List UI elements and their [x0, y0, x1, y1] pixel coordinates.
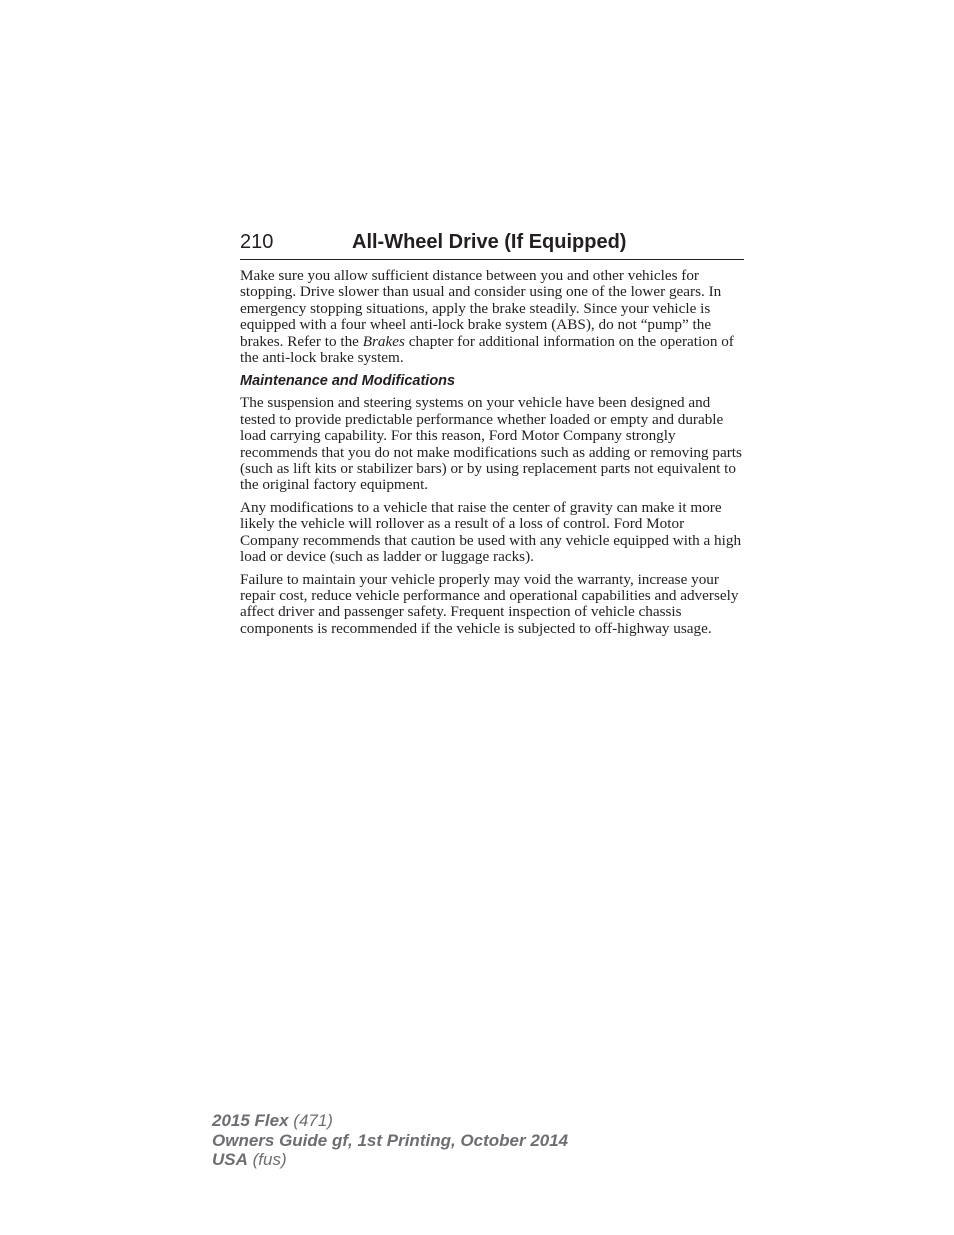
page-footer — [212, 1111, 568, 1170]
page-content — [240, 268, 746, 643]
paragraph-braking-text-b: chapter for additional information on the operation of the anti-lock brake system. — [240, 332, 734, 367]
footer-model-line — [212, 1111, 568, 1131]
paragraph-suspension: The suspension and steering systems on your vehicle have been designed and tested to provide predictable performance whether loaded or empty and durable load carrying capability. For this reason, Ford Motor Company strongly recommends that you do not make modifications such as adding or removing parts (such as lift kits or stabilizer bars) or by using replacement parts not equivalent to the original factory equipment. — [240, 394, 742, 494]
paragraph-braking-text-a: Make sure you allow sufficient distance between you and other vehicles for stopping. Drive slower than usual and consider using one of the lower gears. In emergency stopping situations, apply the brake steadily. Since your vehicle is equipped with a four wheel anti-lock brake system (ABS), do not “pump” the brakes. Refer to the — [240, 267, 722, 350]
footer-printing-line: Owners Guide gf, 1st Printing, October 2014 — [212, 1130, 569, 1150]
paragraph-braking — [240, 268, 746, 366]
page-header — [240, 228, 744, 260]
page-number: 210 — [240, 231, 274, 253]
paragraph-maintenance: Failure to maintain your vehicle properly may void the warranty, increase your repair cost, reduce vehicle performance and operational capabilities and adversely affect driver and passenger safety. Frequent inspection of vehicle chassis components is recommended if the vehicle is subjected to off-highway usage. — [240, 570, 739, 637]
paragraph-modifications: Any modifications to a vehicle that raise the center of gravity can make it more likely the vehicle will rollover as a result of a loss of control. Ford Motor Company recommends that caution be used with any vehicle equipped with a high load or device (such as ladder or luggage racks). — [240, 498, 742, 566]
section-heading-maintenance: Maintenance and Modifications — [240, 373, 456, 390]
footer-market-line — [212, 1150, 568, 1170]
footer-model-code: (471) — [288, 1111, 333, 1130]
footer-model: 2015 Flex — [212, 1111, 289, 1130]
brakes-chapter-reference: Brakes — [362, 332, 405, 350]
footer-market-code: (fus) — [247, 1150, 287, 1169]
footer-market: USA — [212, 1150, 248, 1169]
chapter-title: All-Wheel Drive (If Equipped) — [352, 231, 627, 253]
